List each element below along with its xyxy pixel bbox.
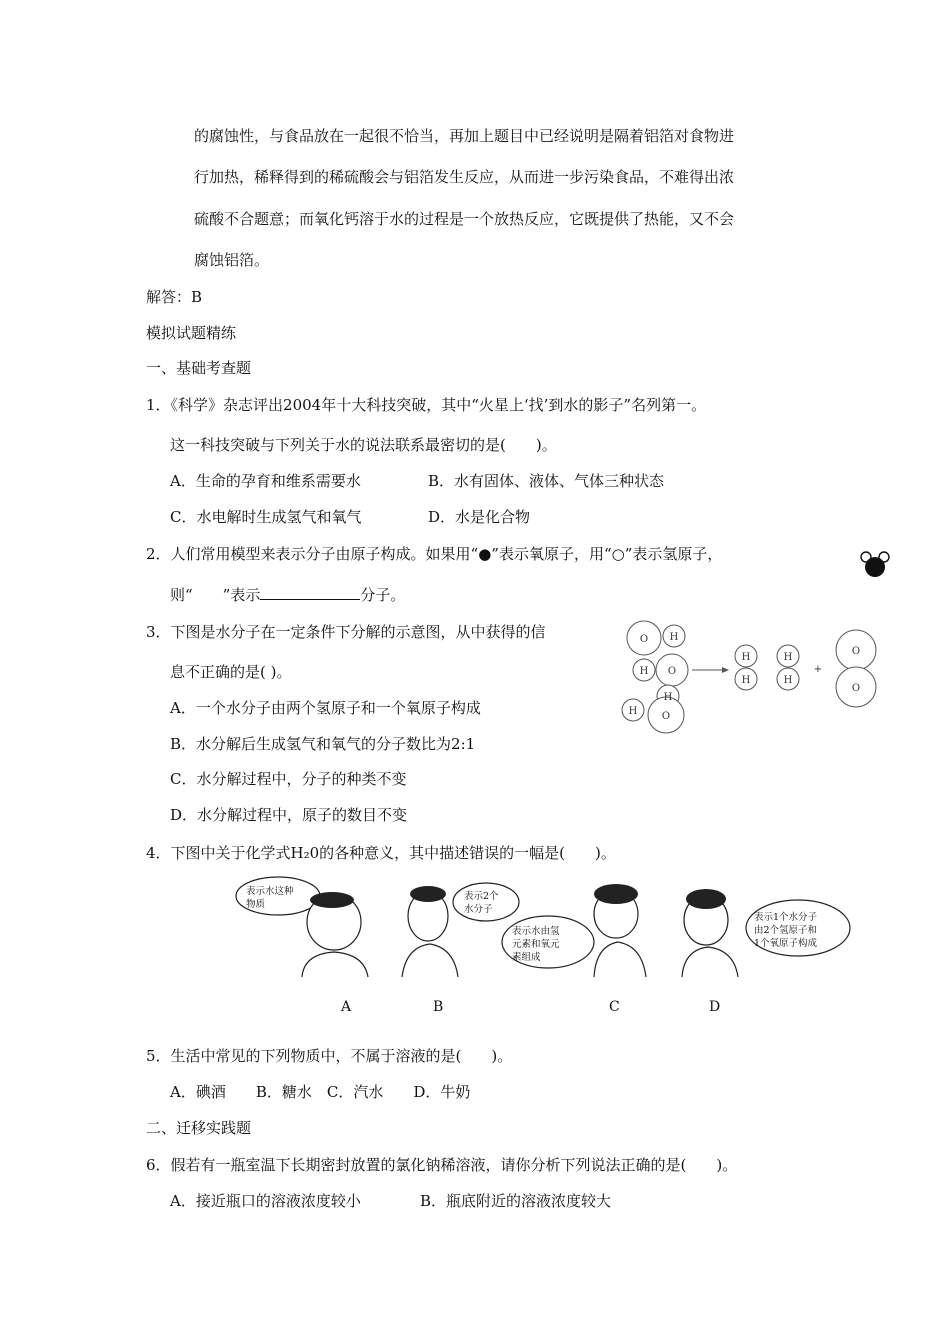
diagram-h-label: H — [628, 706, 638, 717]
part2-title: 二、迁移实践题 — [146, 1119, 252, 1137]
q6-option-b: B．瓶底附近的溶液浓度较大 — [420, 1192, 612, 1210]
q2-line-2-suffix: 分子。 — [360, 586, 406, 604]
bubble-b-text-2: 水分子 — [464, 904, 493, 915]
diagram-o-label: O — [639, 634, 649, 645]
q5-options: A．碘酒 B．糖水 C．汽水 D．牛奶 — [170, 1083, 471, 1101]
bubble-d-text-2: 由2个氢原子和 — [754, 925, 818, 936]
q3-line-2: 息不正确的是( )。 — [170, 663, 292, 681]
q1-option-b: B．水有固体、液体、气体三种状态 — [428, 472, 665, 490]
q3-option-d: D．水分解过程中，原子的数目不变 — [170, 806, 408, 824]
cartoon-label-c: C — [609, 999, 620, 1015]
q1-line-2: 这一科技突破与下列关于水的说法联系最密切的是( )。 — [170, 436, 557, 454]
bubble-d-text-3: 1个氧原子构成 — [754, 938, 818, 949]
water-molecule-model-icon — [860, 550, 892, 580]
cartoon-strip — [232, 872, 852, 987]
q2-answer-blank — [260, 585, 360, 600]
diagram-o-label: O — [851, 646, 861, 657]
q3-line-1: 3．下图是水分子在一定条件下分解的示意图，从中获得的信 — [146, 623, 546, 641]
bubble-b-text-1: 表示2个 — [464, 891, 499, 902]
diagram-h-label: H — [663, 692, 673, 703]
q6-line-1: 6．假若有一瓶室温下长期密封放置的氯化钠稀溶液，请你分析下列说法正确的是( )。 — [146, 1156, 738, 1174]
diagram-h-label: H — [741, 652, 751, 663]
q3-option-b: B．水分解后生成氢气和氧气的分子数比为2:1 — [170, 735, 476, 753]
water-decomposition-diagram — [612, 615, 912, 740]
bubble-a-text-1: 表示水这种 — [246, 886, 294, 897]
bubble-c-text-3: 素组成 — [512, 952, 541, 963]
q1-option-d: D．水是化合物 — [428, 508, 531, 526]
q3-option-c: C．水分解过程中，分子的种类不变 — [170, 770, 407, 788]
speech-bubble-b — [453, 883, 519, 921]
q5-line-1: 5．生活中常见的下列物质中，不属于溶液的是( )。 — [146, 1047, 513, 1065]
part1-title: 一、基础考查题 — [146, 359, 252, 377]
answer-line: 解答：B — [146, 288, 203, 306]
q1-line-1: 1．《科学》杂志评出2004年十大科技突破，其中“火星上‘找’到水的影子”名列第一。 — [146, 396, 707, 414]
q1-option-a: A．生命的孕育和维系需要水 — [170, 472, 361, 490]
q4-line-1: 4．下图中关于化学式H₂0的各种意义，其中描述错误的一幅是( )。 — [146, 844, 616, 862]
bubble-a-text-2: 物质 — [246, 899, 266, 910]
diagram-h-label: H — [639, 666, 649, 677]
diagram-h-label: H — [783, 652, 793, 663]
cartoon-label-b: B — [433, 999, 444, 1015]
paragraph-line-1: 的腐蚀性，与食品放在一起很不恰当，再加上题目中已经说明是隔着铝箔对食物进 — [194, 127, 735, 145]
cartoon-label-d: D — [709, 999, 721, 1015]
cartoon-label-a: A — [341, 999, 352, 1015]
q2-line-1: 2．人们常用模型来表示分子由原子构成。如果用“●”表示氧原子，用“○”表示氢原子， — [146, 545, 723, 563]
bubble-c-text-2: 元素和氧元 — [512, 939, 560, 950]
q1-option-c: C．水电解时生成氢气和氧气 — [170, 508, 362, 526]
diagram-h-label: H — [783, 675, 793, 686]
diagram-plus-sign: + — [813, 664, 823, 675]
q2-line-2 — [170, 585, 405, 605]
q3-option-a: A．一个水分子由两个氢原子和一个氧原子构成 — [170, 699, 481, 717]
section-title: 模拟试题精练 — [146, 324, 237, 342]
bubble-c-text-1: 表示水由氢 — [512, 926, 560, 937]
q2-line-2-prefix: 则“ ”表示 — [170, 586, 261, 604]
paragraph-line-4: 腐蚀铝箔。 — [194, 251, 270, 269]
diagram-o-label: O — [661, 711, 671, 722]
q6-option-a: A．接近瓶口的溶液浓度较小 — [170, 1192, 361, 1210]
diagram-o-label: O — [667, 666, 677, 677]
diagram-h-label: H — [741, 675, 751, 686]
diagram-o-label: O — [851, 683, 861, 694]
paragraph-line-2: 行加热，稀释得到的稀硫酸会与铝箔发生反应，从而进一步污染食品，不难得出浓 — [194, 168, 735, 186]
paragraph-line-3: 硫酸不合题意；而氧化钙溶于水的过程是一个放热反应，它既提供了热能，又不会 — [194, 210, 735, 228]
diagram-h-label: H — [669, 632, 679, 643]
bubble-d-text-1: 表示1个水分子 — [754, 912, 818, 923]
